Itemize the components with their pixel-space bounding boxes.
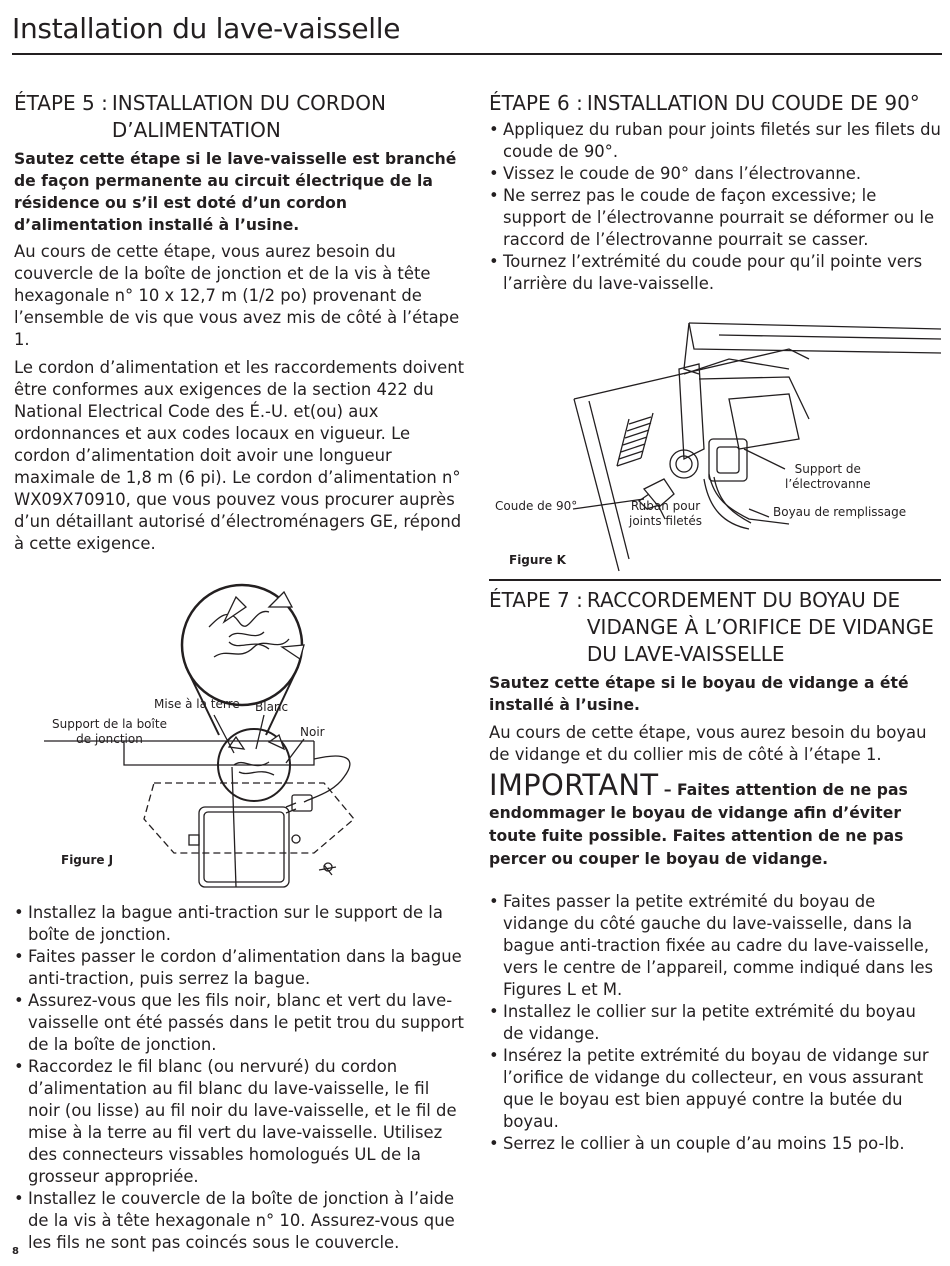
figure-k-label: Figure K [509, 553, 566, 567]
list-item: • Installez le couvercle de la boîte de jonction à l’aide de la vis à tête hexagonale n° 10. Assurez-vous que les fils ne sont pas coincés sous le couvercle. [14, 1188, 466, 1254]
list-item: • Assurez-vous que les fils noir, blanc et vert du lave-vaisselle ont été passés dans le petit trou du support de la boîte de jonction. [14, 990, 466, 1056]
callout-bracket: Support de la boîte de jonction [52, 717, 167, 746]
water-valve-illustration [489, 309, 941, 577]
important-notice [489, 768, 941, 871]
step7-bullets [489, 891, 941, 1155]
list-item: • Vissez le coude de 90° dans l’électrovanne. [489, 163, 941, 185]
step5-heading [14, 90, 466, 144]
list-item: • Serrez le collier à un couple d’au moins 15 po-lb. [489, 1133, 941, 1155]
step6-title: INSTALLATION DU COUDE DE 90° [586, 91, 920, 115]
section-divider [489, 579, 941, 581]
left-column [14, 90, 466, 1254]
callout-support: Support de l’électrovanne [785, 462, 871, 491]
callout-tape: Ruban pour joints filetés [629, 499, 703, 528]
step5-number: ÉTAPE 5 : [14, 91, 108, 115]
page-title: Installation du lave-vaisselle [12, 12, 401, 45]
step5-para1: Au cours de cette étape, vous aurez besoin du couvercle de la boîte de jonction et de la vis à tête hexagonale n° 10 x 12,7 m (1/2 po) provenant de l’ensemble de vis que vous avez mis de côté à l’étape 1. [14, 242, 460, 349]
step6-number: ÉTAPE 6 : [489, 91, 583, 115]
step7-note: Sautez cette étape si le boyau de vidange a été installé à l’usine. [489, 674, 909, 714]
step6-bullets [489, 119, 941, 295]
list-item: • Tournez l’extrémité du coude pour qu’il pointe vers l’arrière du lave-vaisselle. [489, 251, 941, 295]
callout-elbow: Coude de 90° [495, 499, 578, 513]
list-item: • Installez le collier sur la petite extrémité du boyau de vidange. [489, 1001, 941, 1045]
callout-hose: Boyau de remplissage [773, 505, 907, 519]
step7-heading [489, 587, 941, 668]
step5-bullets [14, 902, 466, 1254]
list-item: • Raccordez le fil blanc (ou nervuré) du cordon d’alimentation au fil blanc du lave-vaisselle, le fil noir (ou lisse) au fil noir du lave-vaisselle, et le fil de mise à la terre au fil vert du lave-vaisselle. Utilisez des connecteurs vissables homologués UL de la grosseur appropriée. [14, 1056, 466, 1188]
list-item: • Installez la bague anti-traction sur le support de la boîte de jonction. [14, 902, 466, 946]
title-rule [12, 53, 942, 55]
step7-number: ÉTAPE 7 : [489, 588, 583, 612]
right-column [489, 90, 941, 1155]
callout-white: Blanc [255, 700, 289, 714]
list-item: • Faites passer le cordon d’alimentation dans la bague anti-traction, puis serrez la bague. [14, 946, 466, 990]
list-item: • Insérez la petite extrémité du boyau de vidange sur l’orifice de vidange du collecteur, en vous assurant que le boyau est bien appuyé contre la butée du boyau. [489, 1045, 941, 1133]
step5-para2: Le cordon d’alimentation et les raccordements doivent être conformes aux exigences de la section 422 du National Electrical Code des É.-U. et(ou) aux ordonnances et aux codes locaux en vigueur. Le cordon d’alimentation doit avoir une longueur maximale de 1,8 m (6 pi). Le cordon d’alimentation n° WX09X70910, que vous pouvez vous procurer auprès d’un détaillant autorisé d’électroménagers GE, répond à cette exigence. [14, 358, 465, 553]
callout-black: Noir [300, 725, 325, 739]
list-item: • Faites passer la petite extrémité du boyau de vidange du côté gauche du lave-vaisselle, dans la bague anti-traction fixée au cadre du lave-vaisselle, vers le centre de l’appareil, comme indiqué dans les Figures L et M. [489, 891, 941, 1001]
step5-title: INSTALLATION DU CORDON D’ALIMENTATION [111, 91, 386, 142]
step7-title: RACCORDEMENT DU BOYAU DE VIDANGE À L’ORIFICE DE VIDANGE DU LAVE-VAISSELLE [586, 588, 934, 666]
step5-note: Sautez cette étape si le lave-vaisselle est branché de façon permanente au circuit électrique de la résidence ou s’il est doté d’un cordon d’alimentation installé à l’usine. [14, 150, 457, 234]
figure-j-label: Figure J [61, 853, 114, 867]
step7-para1: Au cours de cette étape, vous aurez besoin du boyau de vidange et du collier mis de côté à l’étape 1. [489, 723, 927, 764]
step6-heading [489, 90, 941, 117]
figure-k [489, 309, 941, 577]
important-text: – Faites attention de ne pas endommager le boyau de vidange afin d’éviter toute fuite possible. Faites attention de ne pas percer ou couper le boyau de vidange. [489, 781, 908, 868]
list-item: • Ne serrez pas le coude de façon excessive; le support de l’électrovanne pourrait se déformer ou le raccord de l’électrovanne pourrait se casser. [489, 185, 941, 251]
page-number: 8 [12, 1246, 19, 1257]
callout-ground: Mise à la terre [154, 697, 240, 711]
figure-j [14, 567, 466, 902]
list-item: • Appliquez du ruban pour joints filetés sur les filets du coude de 90°. [489, 119, 941, 163]
important-word: IMPORTANT [489, 768, 659, 802]
